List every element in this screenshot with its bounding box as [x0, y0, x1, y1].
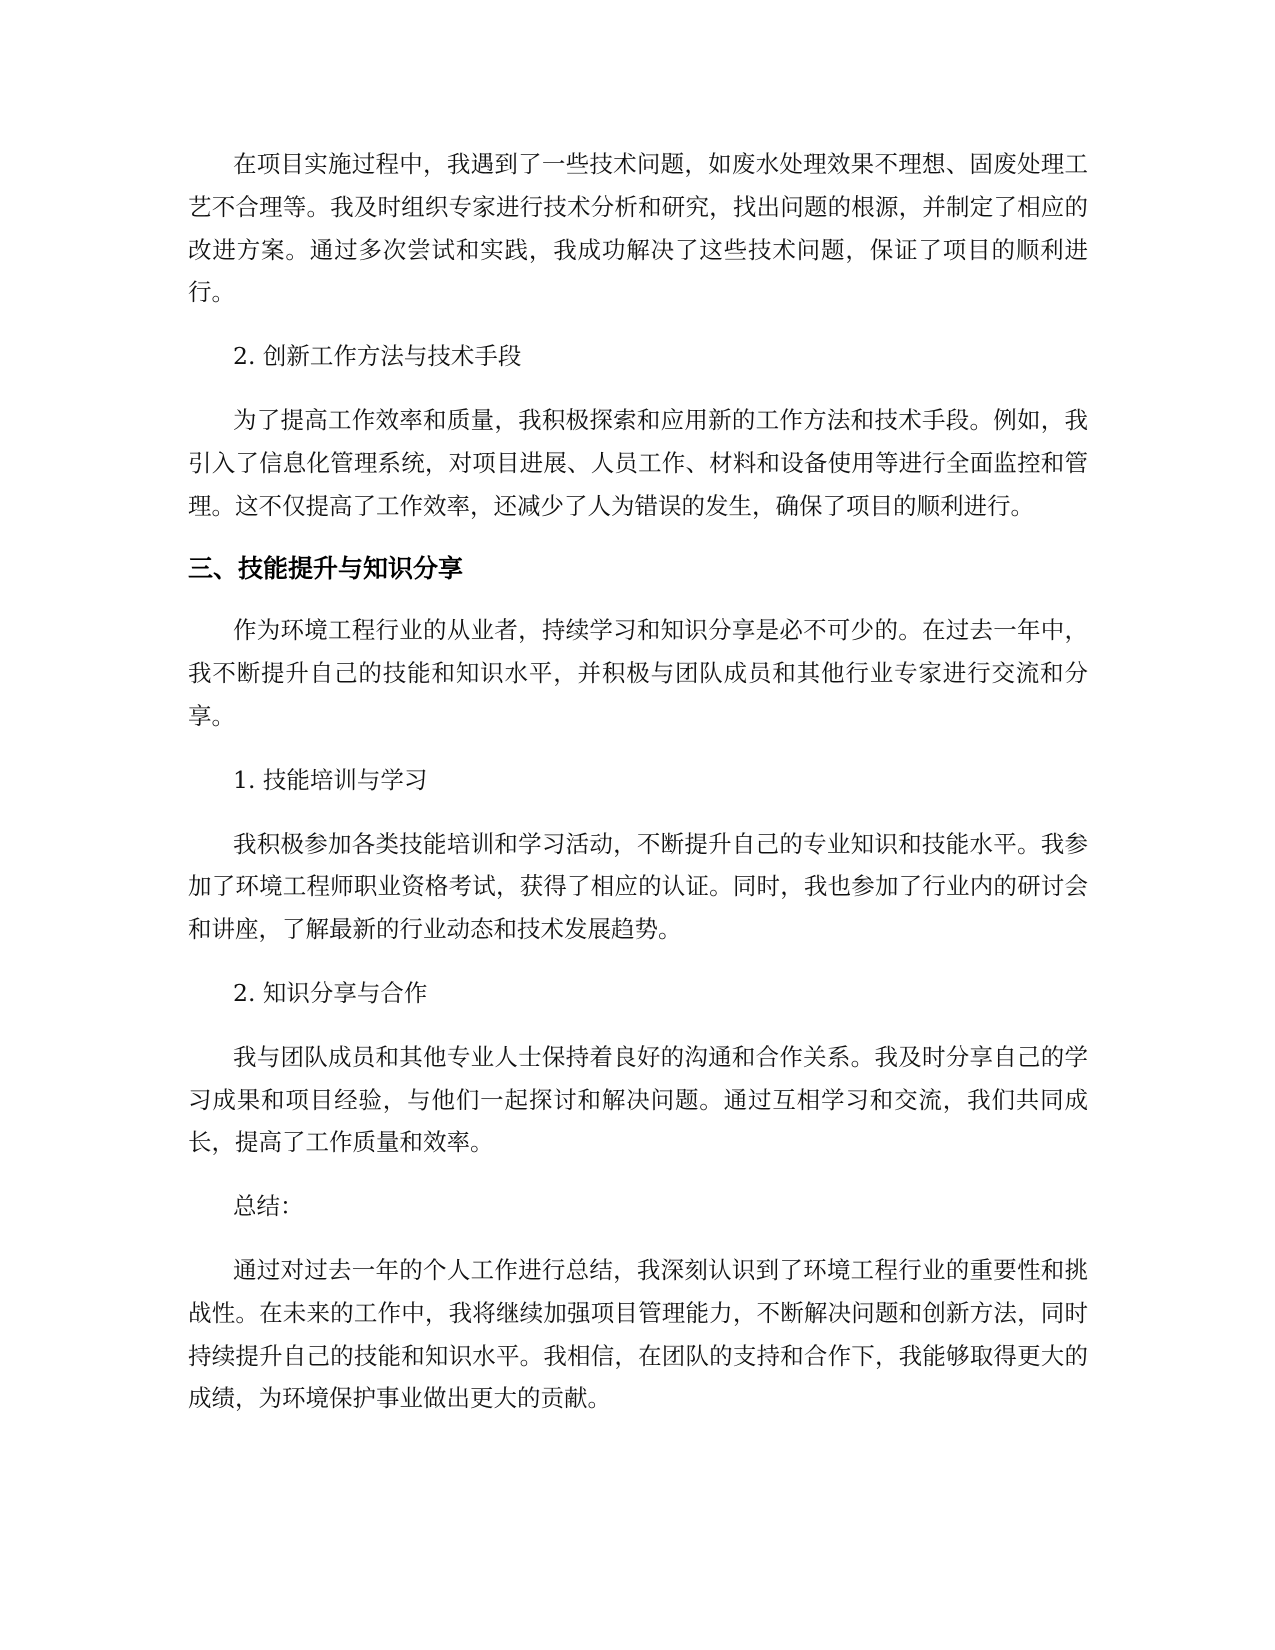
paragraph-training: 我积极参加各类技能培训和学习活动，不断提升自己的专业知识和技能水平。我参加了环境工程师职业资格考试，获得了相应的认证。同时，我也参加了行业内的研讨会和讲座，了解最新的行业动态和技术发展趋势。: [188, 829, 1088, 944]
subheading-sharing: 2. 知识分享与合作: [233, 978, 428, 1007]
section-title-skills: 三、技能提升与知识分享: [188, 554, 464, 584]
subheading-innovation: 2. 创新工作方法与技术手段: [233, 342, 522, 371]
summary-label: 总结：: [233, 1192, 304, 1221]
paragraph-sharing: 我与团队成员和其他专业人士保持着良好的沟通和合作关系。我及时分享自己的学习成果和项目经验，与他们一起探讨和解决问题。通过互相学习和交流，我们共同成长，提高了工作质量和效率。: [188, 1042, 1088, 1157]
paragraph-skills-intro: 作为环境工程行业的从业者，持续学习和知识分享是必不可少的。在过去一年中，我不断提升自己的技能和知识水平，并积极与团队成员和其他行业专家进行交流和分享。: [188, 616, 1088, 730]
paragraph-summary: 通过对过去一年的个人工作进行总结，我深刻认识到了环境工程行业的重要性和挑战性。在未来的工作中，我将继续加强项目管理能力，不断解决问题和创新方法，同时持续提升自己的技能和知识水平。我相信，在团队的支持和合作下，我能够取得更大的成绩，为环境保护事业做出更大的贡献。: [188, 1255, 1088, 1413]
paragraph-innovation: 为了提高工作效率和质量，我积极探索和应用新的工作方法和技术手段。例如，我引入了信息化管理系统，对项目进展、人员工作、材料和设备使用等进行全面监控和管理。这不仅提高了工作效率，还减少了人为错误的发生，确保了项目的顺利进行。: [188, 405, 1088, 520]
document-body: [188, 143, 1088, 1441]
paragraph-tech-problems: 在项目实施过程中，我遇到了一些技术问题，如废水处理效果不理想、固废处理工艺不合理等。我及时组织专家进行技术分析和研究，找出问题的根源，并制定了相应的改进方案。通过多次尝试和实践，我成功解决了这些技术问题，保证了项目的顺利进行。: [188, 150, 1088, 307]
subheading-training: 1. 技能培训与学习: [233, 765, 428, 794]
